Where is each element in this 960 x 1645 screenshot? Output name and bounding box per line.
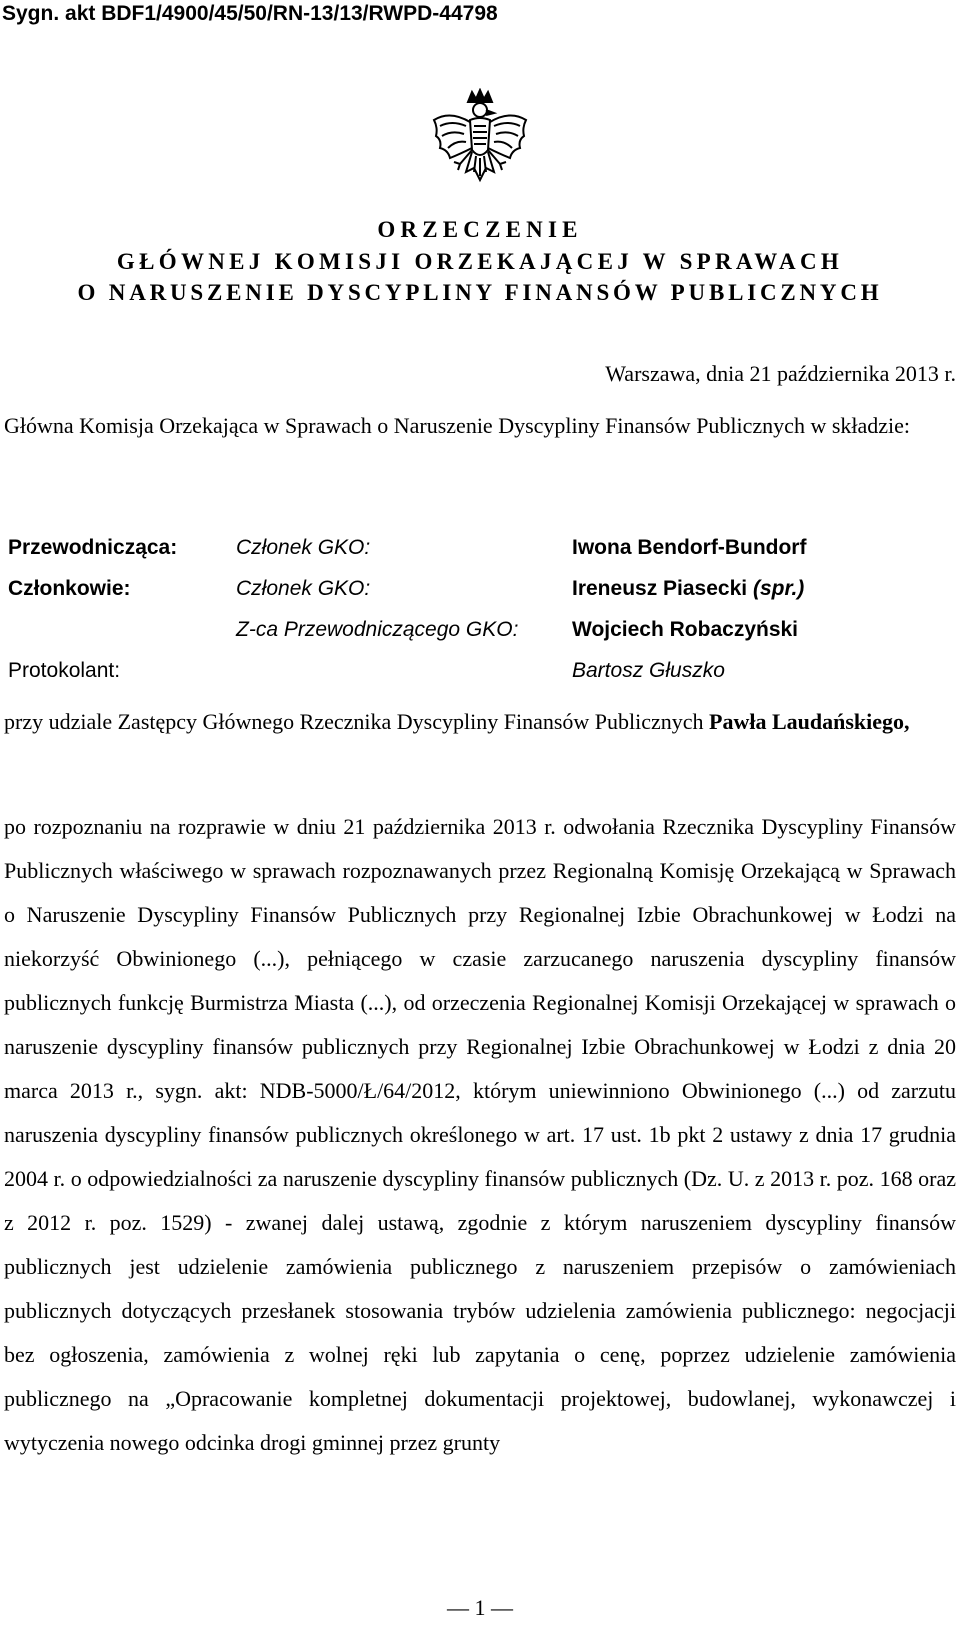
participation-paragraph xyxy=(4,700,956,744)
roster-row-chair xyxy=(8,534,958,575)
roster-row-clerk xyxy=(8,657,958,698)
roster-role: Przewodnicząca: xyxy=(8,536,178,559)
roster-person-wrap xyxy=(572,575,804,603)
roster-person: Iwona Bendorf-Bundorf xyxy=(572,536,807,559)
roster-row-member-2 xyxy=(8,616,958,657)
issuing-body-line-2: O NARUSZENIE DYSCYPLINY FINANSÓW PUBLICZNYCH xyxy=(77,280,883,305)
issuing-body-line-1: GŁÓWNEJ KOMISJI ORZEKAJĄCEJ W SPRAWACH xyxy=(116,249,844,274)
panel-roster xyxy=(8,534,958,698)
rapporteur-note: (spr.) xyxy=(752,577,805,600)
page-number: — 1 — xyxy=(447,1595,513,1620)
roster-title: Członek GKO: xyxy=(236,577,371,600)
body-paragraph: po rozpoznaniu na rozprawie w dniu 21 października 2013 r. odwołania Rzecznika Dyscypliny Finansów Publicznych właściwego w sprawach rozpoznawanych przez Regionalną Komisję Orzekającą w Sprawach o Naruszenie Dyscypliny Finansów Publicznych przy Regionalnej Izbie Obrachunkowej w Łodzi na niekorzyść Obwinionego (...), pełniącego w czasie zarzucanego naruszenia dyscypliny finansów publicznych funkcję Burmistrza Miasta (...), od orzeczenia Regionalnej Komisji Orzekającej w sprawach o naruszenie dyscypliny finansów publicznych przy Regionalnej Izbie Obrachunkowej w Łodzi z dnia 20 marca 2013 r., sygn. akt: NDB-5000/Ł/64/2012, którym uniewinniono Obwinionego (...) od zarzutu naruszenia dyscypliny finansów publicznych określonego w art. 17 ust. 1b pkt 2 ustawy z dnia 17 grudnia 2004 r. o odpowiedzialności za naruszenie dyscypliny finansów publicznych (Dz. U. z 2013 r. poz. 168 oraz z 2012 r. poz. 1529) - zwanej dalej ustawą, zgodnie z którym naruszeniem dyscypliny finansów publicznych jest udzielenie zamówienia publicznego z naruszeniem przepisów o zamówieniach publicznych dotyczących przesłanek stosowania trybów udzielenia zamówienia publicznego: negocjacji bez ogłoszenia, zamówienia z wolnej ręki lub zapytania o cenę, poprzez udzielenie zamówienia publicznego na „Opracowanie kompletnej dokumentacji projektowej, budowlanej, wykonawczej i wytyczenia nowego odcinka drogi gminnej przez grunty xyxy=(4,814,956,1455)
roster-role: Członkowie: xyxy=(8,577,131,600)
roster-person: Ireneusz Piasecki xyxy=(572,577,748,600)
prosecutor-name: Pawła Laudańskiego, xyxy=(709,709,910,734)
roster-title: Członek GKO: xyxy=(236,536,371,559)
case-signature: Sygn. akt BDF1/4900/45/50/RN-13/13/RWPD-44798 xyxy=(2,2,498,25)
participation-text: przy udziale Zastępcy Głównego Rzecznika Dyscypliny Finansów Publicznych xyxy=(4,709,710,734)
roster-row-member-1 xyxy=(8,575,958,616)
roster-title: Z-ca Przewodniczącego GKO: xyxy=(236,618,519,641)
document-title: ORZECZENIE xyxy=(377,217,583,242)
roster-person: Wojciech Robaczyński xyxy=(572,618,799,641)
polish-eagle-emblem xyxy=(428,88,532,192)
roster-role: Protokolant: xyxy=(8,659,121,682)
document-date: Warszawa, dnia 21 października 2013 r. xyxy=(605,361,956,386)
intro-paragraph: Główna Komisja Orzekająca w Sprawach o Naruszenie Dyscypliny Finansów Publicznych w składzie: xyxy=(4,413,911,438)
roster-person: Bartosz Głuszko xyxy=(572,659,725,682)
